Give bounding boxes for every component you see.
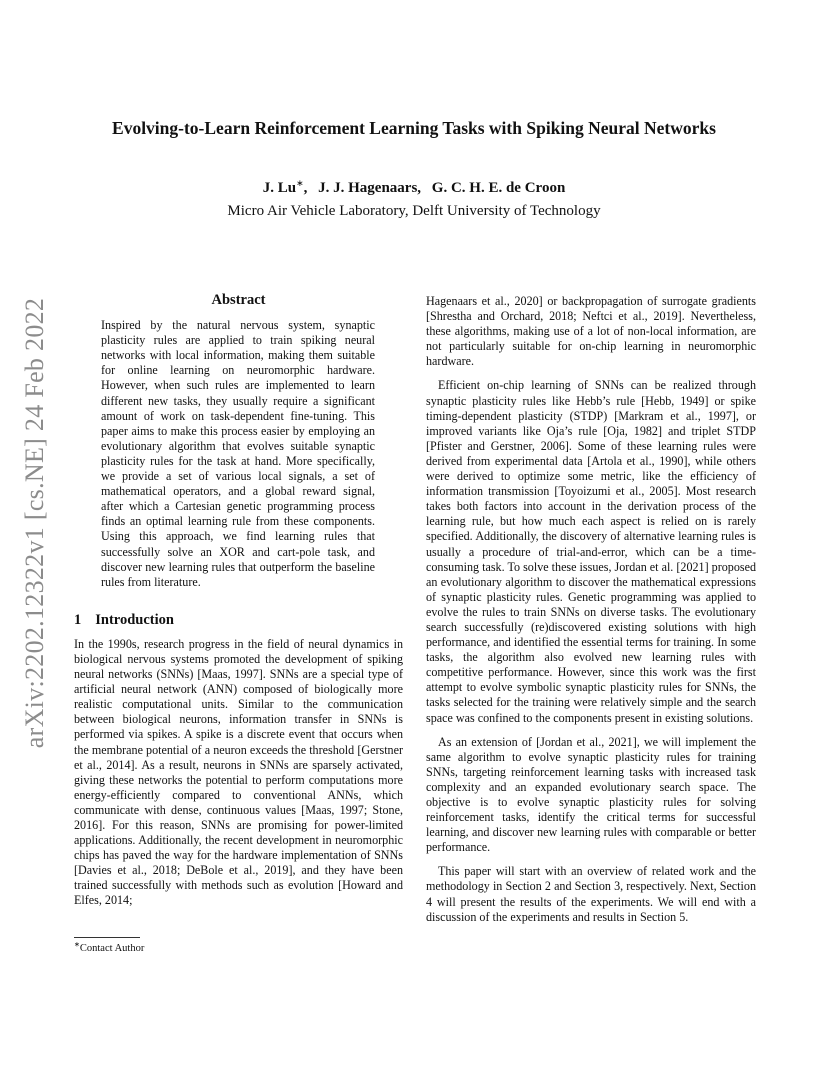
left-column [74, 293, 403, 909]
author-1-footnote-mark: ∗ [296, 178, 304, 188]
footnote-text: ∗Contact Author [74, 940, 145, 954]
affiliation: Micro Air Vehicle Laboratory, Delft University of Technology [227, 203, 601, 219]
abstract-heading: Abstract [211, 292, 266, 308]
section-number: 1 [74, 611, 82, 628]
author-2: J. J. Hagenaars [318, 180, 418, 196]
intro-paragraph-1: In the 1990s, research progress in the field of neural dynamics in biological nervous systems promoted the development of spiking neural networks (SNNs) [Maas, 1997]. SNNs are a special type of artificial neural network (ANN) composed of biologically more realistic computational units. Similar to the communication between biological neurons, information transfer in SNNs is performed via spikes. A spike is a discrete event that occurs when the membrane potential of a neuron exceeds the threshold [Gerstner et al., 2014]. As a result, neurons in SNNs are sparsely activated, giving these networks the potential to perform computations more energy-efficiently compared to conventional ANNs, which communicate with dense, continuous values [Maas, 1997; Stone, 2016]. For this reason, SNNs are promising for power-limited applications. Additionally, the recent development in neuromorphic chips has paved the way for the hardware implementation of SNNs [Davies et al., 2018; DeBole et al., 2019], and they have been trained successfully with methods such as evolution [Howard and Elfes, 2014; [74, 636, 403, 908]
section-title: Introduction [95, 611, 174, 628]
abstract-text: Inspired by the natural nervous system, synaptic plasticity rules are applied to train spiking neural networks with local information, making them suitable for online learning on neuromorphic hardware. However, when such rules are implemented to learn different new tasks, they usually require a significant amount of work on task-dependent fine-tuning. This paper aims to make this process easier by employing an evolutionary algorithm that evolves suitable synaptic plasticity rules for the task at hand. More specifically, we provide a set of various local signals, a set of mathematical operators, and a global reward signal, after which a Cartesian genetic programming process finds an optimal learning rule from these components. Using this approach, we find learning rules that successfully solve an XOR and cart-pole task, and discover new learning rules that outperform the baseline rules from literature. [101, 318, 375, 589]
paper-title: Evolving-to-Learn Reinforcement Learning Tasks with Spiking Neural Networks [112, 118, 716, 138]
intro-paragraph-1-continued: Hagenaars et al., 2020] or backpropagation of surrogate gradients [Shrestha and Orchard, 2018; Neftci et al., 2019]. Nevertheless, these algorithms, making use of a lot of non-local information, are not particularly suitable for on-chip learning in neuromorphic hardware. [426, 294, 756, 369]
intro-paragraph-4: This paper will start with an overview of related work and the methodology in Section 2 and Section 3, respectively. Next, Section 4 will present the results of the experiments. We will end with a discussion of the experiments and results in Section 5. [426, 864, 756, 924]
author-3: G. C. H. E. de Croon [431, 180, 566, 196]
footnote [74, 937, 274, 954]
right-column [426, 294, 756, 925]
arxiv-stamp [13, 288, 57, 758]
intro-paragraph-2: Efficient on-chip learning of SNNs can be realized through synaptic plasticity rules like Hebb’s rule [Hebb, 1949] or spike timing-dependent plasticity (STDP) [Markram et al., 1997], or improved variants like Oja’s rule [Oja, 1982] and triplet STDP [Pfister and Gerstner, 2006]. Some of these learning rules were derived from experimental data [Artola et al., 1990], while others were derived to optimize some metric, like the efficiency of information transmission [Toyoizumi et al., 2005]. Most research takes both factors into account in the derivation process of the learning rule, but how much each aspect is relied on is rarely specified. Additionally, the discovery of alternative learning rules is usually a procedure of trial-and-error, which can be a time-consuming task. To solve these issues, Jordan et al. [2021] proposed an evolutionary algorithm to discover the mathematical expressions of synaptic plasticity rules. Genetic programming was applied to evolve the rules to train SNNs on diverse tasks. The evolutionary search successfully (re)discovered existing solutions with high performance, and identified the essential terms for training. In some tasks, the algorithm also evolved new learning rules with competitive performance. However, since this work was the first attempt to evolve symbolic synaptic plasticity rules for SNNs, the tasks selected for the training were relatively simple and the search space was confined to the components present in existing solutions. [426, 378, 756, 725]
author-list: J. Lu∗, J. J. Hagenaars, G. C. H. E. de Croon [262, 178, 566, 196]
footnote-rule [74, 937, 140, 938]
intro-paragraph-3: As an extension of [Jordan et al., 2021], we will implement the same algorithm to evolve synaptic plasticity rules for training SNNs, targeting reinforcement learning tasks with increased task complexity and an expanded evolutionary search space. The objective is to evolve synaptic plasticity rules for solving reinforcement tasks, identify the critical terms for successful learning, and discover new learning rules with comparable or better performance. [426, 734, 756, 855]
section-heading-introduction [74, 613, 403, 628]
footnote-mark: ∗ [74, 940, 80, 948]
author-1: J. Lu∗ [262, 178, 304, 196]
arxiv-identifier: arXiv:2202.12322v1 [cs.NE] 24 Feb 2022 [20, 297, 49, 749]
